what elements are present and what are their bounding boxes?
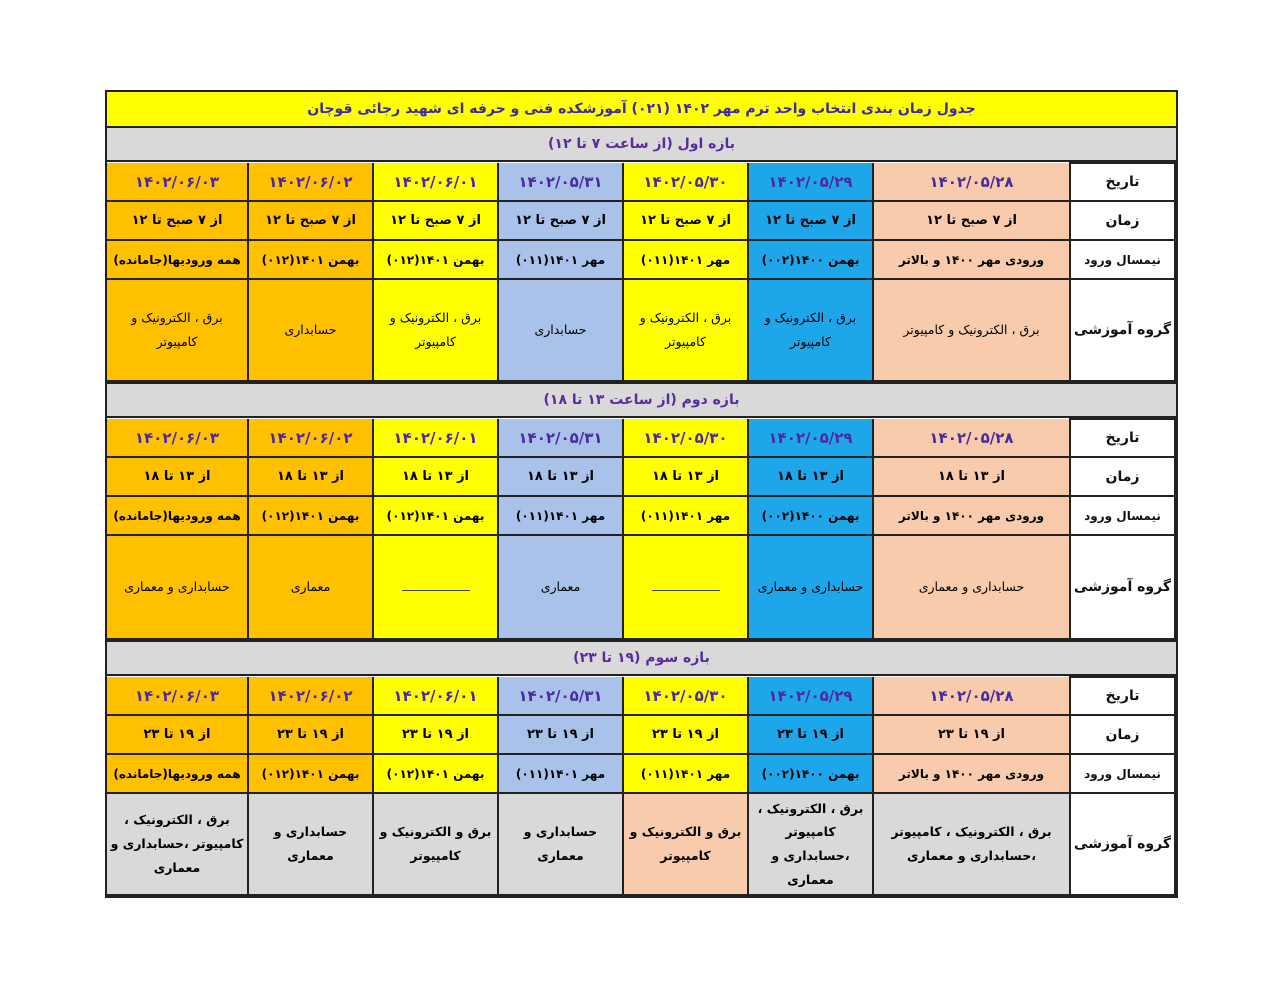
entry-cell: بهمن ۱۴۰۰(۰۰۲) — [748, 240, 873, 279]
entry-cell: بهمن ۱۴۰۱(۰۱۲) — [248, 240, 373, 279]
row-label-time: زمان — [1070, 201, 1175, 240]
time-cell: از ۱۹ تا ۲۳ — [623, 715, 748, 754]
date-cell: ۱۴۰۲/۰۶/۰۲ — [248, 419, 373, 457]
entry-cell: بهمن ۱۴۰۱(۰۱۲) — [373, 240, 498, 279]
schedule-table-1 — [105, 162, 1176, 382]
time-cell: از ۱۳ تا ۱۸ — [248, 457, 373, 496]
period-heading-1: بازه اول (از ساعت ۷ تا ۱۲) — [107, 128, 1176, 162]
group-cell: برق ، الکترونیک و کامپیوتر — [106, 279, 248, 381]
date-cell: ۱۴۰۲/۰۶/۰۲ — [248, 163, 373, 201]
entry-cell: همه ورودیها(جامانده) — [106, 496, 248, 535]
time-cell: از ۷ صبح تا ۱۲ — [106, 201, 248, 240]
date-cell: ۱۴۰۲/۰۵/۲۸ — [873, 419, 1070, 457]
time-cell: از ۱۳ تا ۱۸ — [106, 457, 248, 496]
group-cell: معماری — [248, 535, 373, 639]
time-cell: از ۱۹ تا ۲۳ — [873, 715, 1070, 754]
date-cell: ۱۴۰۲/۰۶/۰۳ — [106, 419, 248, 457]
date-cell: ۱۴۰۲/۰۵/۲۹ — [748, 163, 873, 201]
entry-cell: ورودی مهر ۱۴۰۰ و بالاتر — [873, 754, 1070, 793]
group-cell: حسابداری — [248, 279, 373, 381]
date-cell: ۱۴۰۲/۰۵/۲۹ — [748, 677, 873, 715]
row-label-entry: نیمسال ورود — [1070, 754, 1175, 793]
entry-cell: بهمن ۱۴۰۱(۰۱۲) — [373, 754, 498, 793]
time-cell: از ۱۳ تا ۱۸ — [623, 457, 748, 496]
group-cell-empty — [623, 535, 748, 639]
entry-cell: ورودی مهر ۱۴۰۰ و بالاتر — [873, 496, 1070, 535]
time-cell: از ۷ صبح تا ۱۲ — [873, 201, 1070, 240]
time-cell: از ۱۳ تا ۱۸ — [748, 457, 873, 496]
time-cell: از ۱۹ تا ۲۳ — [498, 715, 623, 754]
time-cell: از ۷ صبح تا ۱۲ — [373, 201, 498, 240]
time-cell: از ۱۳ تا ۱۸ — [873, 457, 1070, 496]
time-cell: از ۷ صبح تا ۱۲ — [248, 201, 373, 240]
group-cell: حسابداری و معماری — [748, 535, 873, 639]
empty-dash — [402, 582, 470, 591]
time-cell: از ۷ صبح تا ۱۲ — [623, 201, 748, 240]
time-cell: از ۱۳ تا ۱۸ — [373, 457, 498, 496]
date-cell: ۱۴۰۲/۰۶/۰۱ — [373, 677, 498, 715]
entry-cell: همه ورودیها(جامانده) — [106, 754, 248, 793]
date-cell: ۱۴۰۲/۰۵/۳۱ — [498, 677, 623, 715]
date-cell: ۱۴۰۲/۰۵/۳۱ — [498, 163, 623, 201]
period-heading-2: بازه دوم (از ساعت ۱۳ تا ۱۸) — [107, 382, 1176, 418]
date-cell: ۱۴۰۲/۰۶/۰۱ — [373, 163, 498, 201]
entry-cell: مهر ۱۴۰۱(۰۱۱) — [498, 240, 623, 279]
row-label-date: تاریخ — [1070, 163, 1175, 201]
date-cell: ۱۴۰۲/۰۵/۲۹ — [748, 419, 873, 457]
row-label-date: تاریخ — [1070, 419, 1175, 457]
group-cell: حسابداری و معماری — [498, 793, 623, 895]
date-cell: ۱۴۰۲/۰۵/۳۰ — [623, 677, 748, 715]
schedule-sheet — [105, 90, 1178, 898]
group-cell: برق ، الکترونیک و کامپیوتر — [373, 279, 498, 381]
date-cell: ۱۴۰۲/۰۵/۳۱ — [498, 419, 623, 457]
date-cell: ۱۴۰۲/۰۵/۲۸ — [873, 677, 1070, 715]
group-cell: برق ، الکترونیک ، کامپیوتر ،حسابداری و معماری — [106, 793, 248, 895]
row-label-date: تاریخ — [1070, 677, 1175, 715]
entry-cell: بهمن ۱۴۰۱(۰۱۲) — [373, 496, 498, 535]
date-cell: ۱۴۰۲/۰۶/۰۱ — [373, 419, 498, 457]
group-cell: حسابداری — [498, 279, 623, 381]
group-cell: برق ، الکترونیک و کامپیوتر — [873, 279, 1070, 381]
entry-cell: مهر ۱۴۰۱(۰۱۱) — [498, 754, 623, 793]
row-label-group: گروه آموزشی — [1070, 279, 1175, 381]
entry-cell: بهمن ۱۴۰۰(۰۰۲) — [748, 754, 873, 793]
time-cell: از ۱۹ تا ۲۳ — [748, 715, 873, 754]
date-cell: ۱۴۰۲/۰۵/۲۸ — [873, 163, 1070, 201]
group-cell: حسابداری و معماری — [248, 793, 373, 895]
time-cell: از ۷ صبح تا ۱۲ — [748, 201, 873, 240]
date-cell: ۱۴۰۲/۰۶/۰۳ — [106, 677, 248, 715]
group-cell: برق ، الکترونیک و کامپیوتر — [748, 279, 873, 381]
period-heading-3: بازه سوم (۱۹ تا ۲۳) — [107, 640, 1176, 676]
entry-cell: ورودی مهر ۱۴۰۰ و بالاتر — [873, 240, 1070, 279]
row-label-time: زمان — [1070, 457, 1175, 496]
entry-cell: همه ورودیها(جامانده) — [106, 240, 248, 279]
entry-cell: بهمن ۱۴۰۱(۰۱۲) — [248, 496, 373, 535]
date-cell: ۱۴۰۲/۰۵/۳۰ — [623, 163, 748, 201]
time-cell: از ۱۹ تا ۲۳ — [248, 715, 373, 754]
row-label-group: گروه آموزشی — [1070, 535, 1175, 639]
group-cell: برق ، الکترونیک ، کامپیوتر ،حسابداری و معماری — [873, 793, 1070, 895]
entry-cell: بهمن ۱۴۰۱(۰۱۲) — [248, 754, 373, 793]
schedule-table-2 — [105, 418, 1176, 640]
entry-cell: مهر ۱۴۰۱(۰۱۱) — [623, 496, 748, 535]
entry-cell: مهر ۱۴۰۱(۰۱۱) — [623, 754, 748, 793]
row-label-entry: نیمسال ورود — [1070, 240, 1175, 279]
group-cell: برق ، الکترونیک ، کامپیوتر ،حسابداری و معماری — [748, 793, 873, 895]
schedule-table-3 — [105, 676, 1176, 896]
group-cell-empty — [373, 535, 498, 639]
sheet-title: جدول زمان بندی انتخاب واحد ترم مهر ۱۴۰۲ (۰۲۱) آموزشکده فنی و حرفه ای شهید رجائی قوچان — [107, 92, 1176, 128]
row-label-entry: نیمسال ورود — [1070, 496, 1175, 535]
entry-cell: مهر ۱۴۰۱(۰۱۱) — [623, 240, 748, 279]
date-cell: ۱۴۰۲/۰۶/۰۲ — [248, 677, 373, 715]
group-cell: حسابداری و معماری — [873, 535, 1070, 639]
entry-cell: بهمن ۱۴۰۰(۰۰۲) — [748, 496, 873, 535]
group-cell: حسابداری و معماری — [106, 535, 248, 639]
row-label-time: زمان — [1070, 715, 1175, 754]
date-cell: ۱۴۰۲/۰۵/۳۰ — [623, 419, 748, 457]
group-cell: برق و الکترونیک و کامپیوتر — [373, 793, 498, 895]
time-cell: از ۷ صبح تا ۱۲ — [498, 201, 623, 240]
group-cell: برق و الکترونیک و کامپیوتر — [623, 793, 748, 895]
time-cell: از ۱۹ تا ۲۳ — [106, 715, 248, 754]
group-cell: برق ، الکترونیک و کامپیوتر — [623, 279, 748, 381]
row-label-group: گروه آموزشی — [1070, 793, 1175, 895]
entry-cell: مهر ۱۴۰۱(۰۱۱) — [498, 496, 623, 535]
empty-dash — [652, 582, 720, 591]
group-cell: معماری — [498, 535, 623, 639]
date-cell: ۱۴۰۲/۰۶/۰۳ — [106, 163, 248, 201]
time-cell: از ۱۳ تا ۱۸ — [498, 457, 623, 496]
time-cell: از ۱۹ تا ۲۳ — [373, 715, 498, 754]
